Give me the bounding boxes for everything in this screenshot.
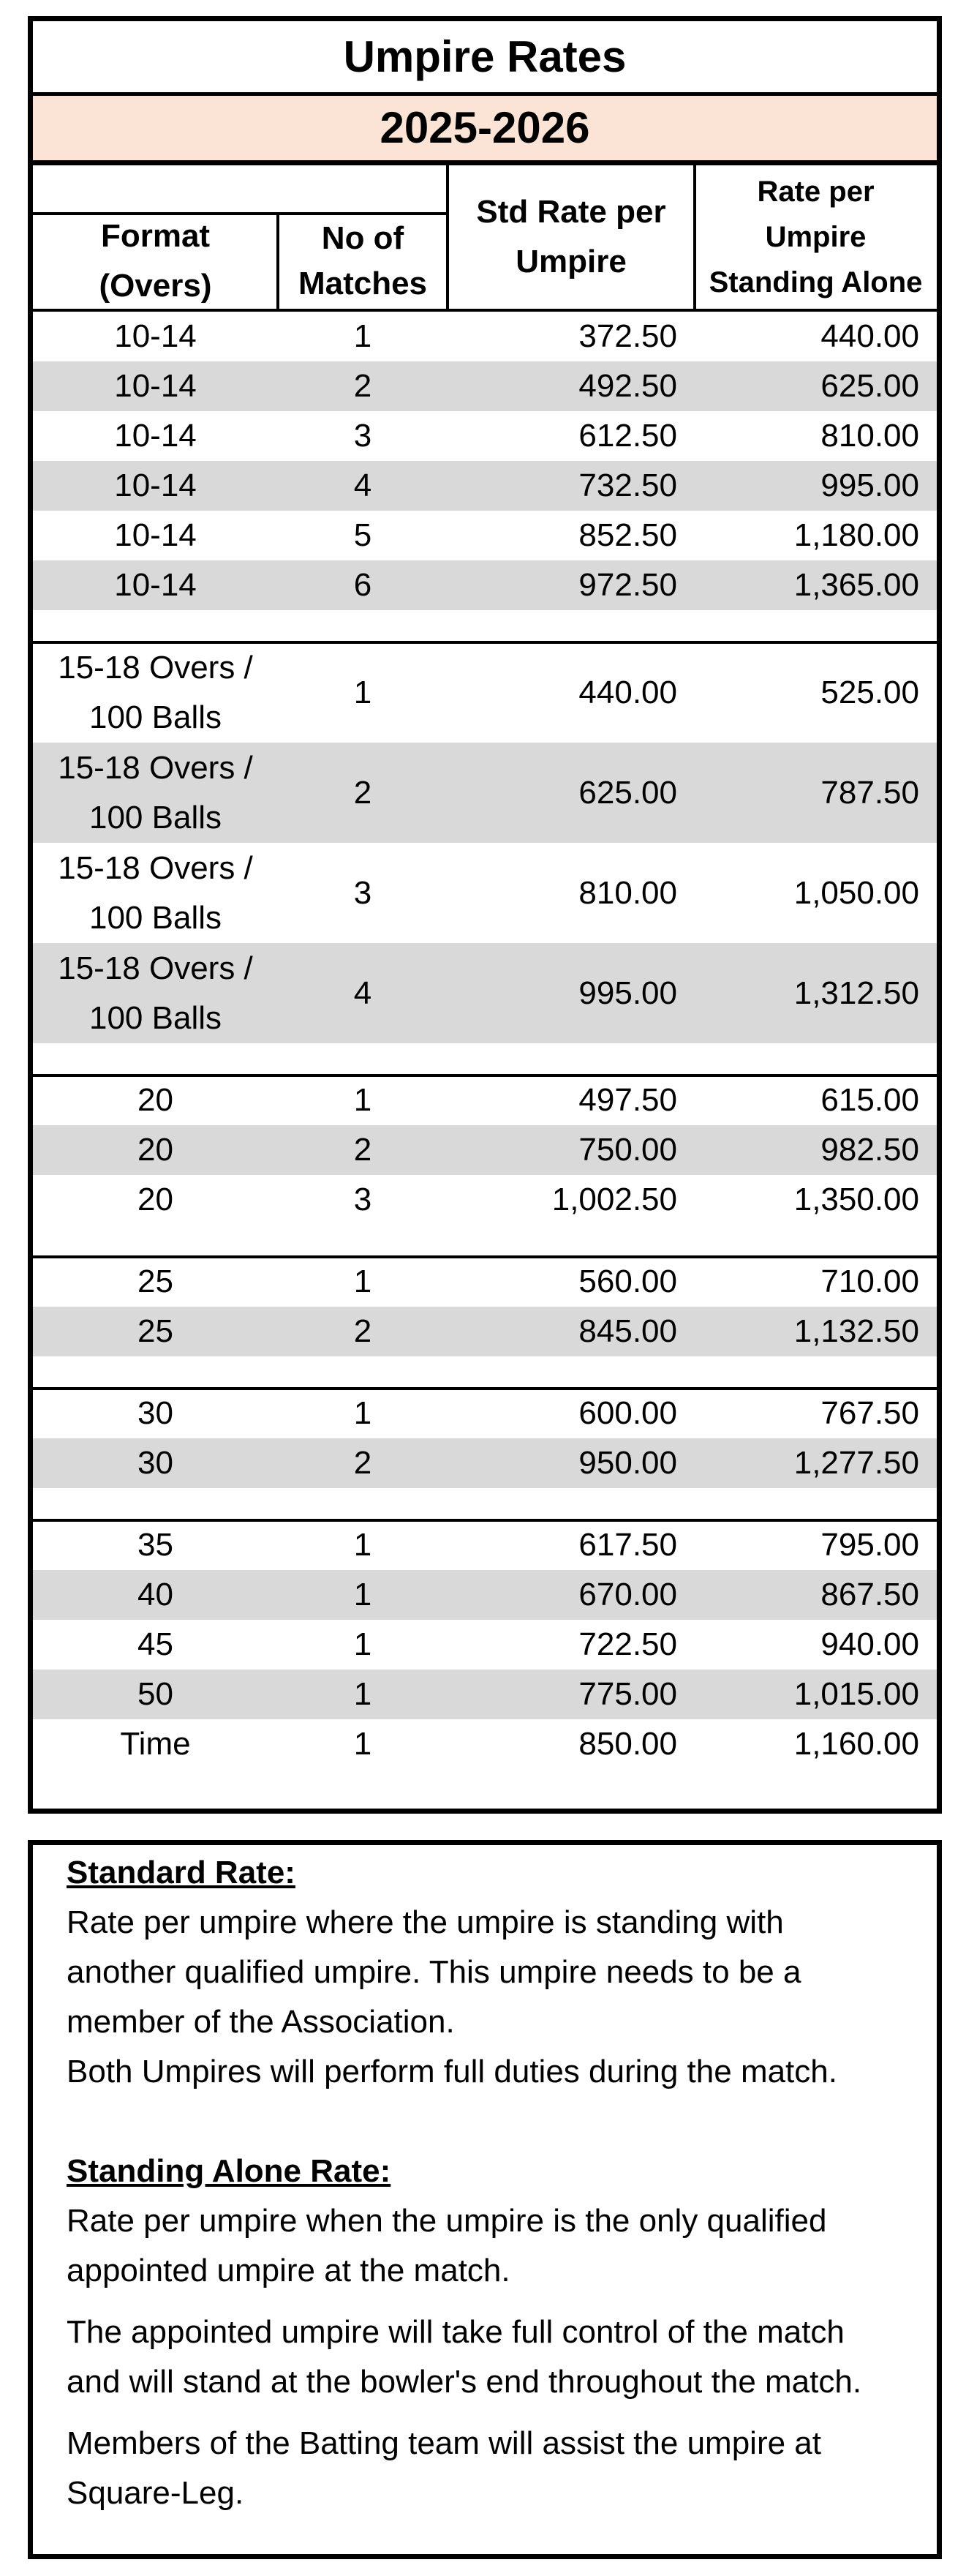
text-line: 100 Balls: [88, 899, 222, 936]
standard-line: another qualified umpire. This umpire needs to be a: [67, 1954, 801, 1990]
std-rate-cell: 492.50: [578, 368, 677, 404]
season-divider: [33, 160, 937, 165]
format-cell: [33, 560, 278, 610]
matches-cell: 2: [353, 1313, 372, 1349]
batting-line: Square-Leg.: [67, 2475, 244, 2511]
standard-line: Both Umpires will perform full duties during the match.: [67, 2054, 837, 2089]
notes-box: [28, 1840, 942, 2559]
format-cell: [33, 642, 278, 743]
format-cell: [33, 1670, 278, 1719]
matches-cell: 1: [353, 318, 372, 354]
alone-rate-cell: 1,160.00: [793, 1726, 919, 1762]
alone-rate-cell: 1,050.00: [793, 874, 919, 911]
text-line: 10-14: [114, 318, 197, 354]
text-line: 10-14: [114, 418, 197, 454]
matches-cell: 1: [353, 1527, 372, 1563]
text-line: 100 Balls: [88, 699, 222, 735]
format-cell: [33, 511, 278, 560]
alone-rate-cell: 1,312.50: [793, 975, 919, 1011]
header-matches: [278, 214, 448, 309]
text-line: 30: [137, 1445, 173, 1481]
std-rate-cell: 722.50: [578, 1626, 677, 1662]
matches-cell: 2: [353, 774, 372, 811]
alone-rate-cell: 1,180.00: [793, 517, 919, 553]
text-line: 15-18 Overs /: [58, 950, 253, 986]
page-title: Umpire Rates: [343, 31, 627, 81]
std-rate-cell: 750.00: [578, 1132, 677, 1168]
header-std-rate: [448, 165, 695, 309]
text-line: 45: [137, 1626, 173, 1662]
text-line: Matches: [298, 266, 428, 301]
text-line: No of: [321, 220, 404, 256]
header-format: [33, 214, 278, 309]
std-rate-cell: 850.00: [578, 1726, 677, 1762]
matches-cell: 1: [353, 674, 372, 710]
text-line: Standing Alone: [709, 266, 923, 298]
format-cell: [33, 1125, 278, 1175]
text-line: 10-14: [114, 517, 197, 553]
text-line: Time: [120, 1726, 191, 1762]
header-alone-rate: [695, 165, 937, 309]
alone-rate-cell: 982.50: [820, 1132, 919, 1168]
std-rate-cell: 810.00: [578, 874, 677, 911]
alone-rate-cell: 940.00: [820, 1626, 919, 1662]
matches-cell: 1: [353, 1626, 372, 1662]
standing-alone-heading: Standing Alone Rate:: [67, 2153, 391, 2189]
matches-cell: 1: [353, 1082, 372, 1118]
text-line: 15-18 Overs /: [58, 749, 253, 786]
text-line: Std Rate per: [476, 194, 666, 230]
matches-cell: 1: [353, 1726, 372, 1762]
text-line: 35: [137, 1527, 173, 1563]
std-rate-cell: 972.50: [578, 567, 677, 603]
text-line: 20: [137, 1182, 173, 1217]
format-cell: [33, 361, 278, 411]
std-rate-cell: 497.50: [578, 1082, 677, 1118]
format-cell: [33, 843, 278, 943]
text-line: Umpire: [516, 244, 627, 279]
season-band: 2025-2026: [33, 96, 937, 160]
std-rate-cell: 440.00: [578, 674, 677, 710]
text-line: 15-18 Overs /: [58, 649, 253, 686]
control-line: and will stand at the bowler's end throughout the match.: [67, 2364, 862, 2400]
text-line: 30: [137, 1395, 173, 1431]
rates-table: [28, 16, 942, 1814]
alone-rate-cell: 867.50: [820, 1577, 919, 1612]
matches-cell: 2: [353, 368, 372, 404]
alone-line: appointed umpire at the match.: [67, 2253, 510, 2288]
text-line: 25: [137, 1263, 173, 1299]
alone-rate-cell: 440.00: [820, 318, 919, 354]
std-rate-cell: 560.00: [578, 1263, 677, 1299]
matches-cell: 2: [353, 1445, 372, 1481]
alone-rate-cell: 1,350.00: [793, 1182, 919, 1217]
matches-cell: 3: [353, 874, 372, 911]
std-rate-cell: 775.00: [578, 1676, 677, 1712]
std-rate-cell: 1,002.50: [551, 1182, 677, 1217]
std-rate-cell: 670.00: [578, 1577, 677, 1612]
std-rate-cell: 950.00: [578, 1445, 677, 1481]
alone-rate-cell: 1,277.50: [793, 1445, 919, 1481]
format-cell: [33, 1307, 278, 1356]
format-cell: [33, 411, 278, 461]
text-line: 10-14: [114, 467, 197, 503]
alone-rate-cell: 1,132.50: [793, 1313, 919, 1349]
matches-cell: 2: [353, 1132, 372, 1168]
alone-rate-cell: 710.00: [820, 1263, 919, 1299]
format-cell: [33, 1570, 278, 1620]
format-cell: [33, 1520, 278, 1570]
text-line: 10-14: [114, 368, 197, 404]
alone-rate-cell: 787.50: [820, 774, 919, 811]
matches-cell: 1: [353, 1577, 372, 1612]
text-line: 10-14: [114, 567, 197, 603]
text-line: Format: [100, 218, 211, 254]
alone-rate-cell: 1,365.00: [793, 567, 919, 603]
matches-cell: 3: [353, 1182, 372, 1217]
matches-cell: 5: [353, 517, 372, 553]
alone-rate-cell: 625.00: [820, 368, 919, 404]
text-line: 100 Balls: [88, 799, 222, 835]
std-rate-cell: 732.50: [578, 467, 677, 503]
std-rate-cell: 995.00: [578, 975, 677, 1011]
std-rate-cell: 372.50: [578, 318, 677, 354]
text-line: Rate per: [757, 176, 875, 208]
format-cell: [33, 1175, 278, 1225]
matches-cell: 4: [353, 467, 372, 503]
spacer: [67, 2407, 907, 2419]
matches-cell: 3: [353, 418, 372, 454]
alone-rate-cell: 995.00: [820, 467, 919, 503]
matches-cell: 1: [353, 1395, 372, 1431]
spacer: [67, 2296, 907, 2307]
std-rate-cell: 600.00: [578, 1395, 677, 1431]
matches-cell: 1: [353, 1676, 372, 1712]
alone-rate-cell: 1,015.00: [793, 1676, 919, 1712]
alone-rate-cell: 615.00: [820, 1082, 919, 1118]
matches-cell: 4: [353, 975, 372, 1011]
format-cell: [33, 1438, 278, 1488]
std-rate-cell: 625.00: [578, 774, 677, 811]
header-divider: [446, 165, 449, 309]
format-cell: [33, 1075, 278, 1125]
alone-rate-cell: 810.00: [820, 418, 919, 454]
format-cell: [33, 461, 278, 511]
alone-rate-cell: 525.00: [820, 674, 919, 710]
std-rate-cell: 852.50: [578, 517, 677, 553]
standard-rate-heading: Standard Rate:: [67, 1855, 295, 1890]
std-rate-cell: 612.50: [578, 418, 677, 454]
format-cell: [33, 1719, 278, 1769]
text-line: 15-18 Overs /: [58, 849, 253, 886]
text-line: (Overs): [99, 268, 212, 304]
format-cell: [33, 1620, 278, 1670]
alone-rate-cell: 795.00: [820, 1527, 919, 1563]
text-line: 40: [137, 1577, 173, 1612]
std-rate-cell: 617.50: [578, 1527, 677, 1563]
text-line: 100 Balls: [88, 999, 222, 1036]
text-line: 25: [137, 1313, 173, 1349]
text-line: 20: [137, 1132, 173, 1168]
format-cell: [33, 312, 278, 361]
spacer: [67, 2097, 907, 2147]
text-line: 20: [137, 1082, 173, 1118]
standard-line: member of the Association.: [67, 2004, 455, 2040]
text-line: 50: [137, 1676, 173, 1712]
format-cell: [33, 943, 278, 1043]
alone-rate-cell: 767.50: [820, 1395, 919, 1431]
matches-cell: 6: [353, 567, 372, 603]
notes-text: [67, 1848, 907, 2518]
header-divider: [276, 214, 279, 309]
text-line: Umpire: [765, 221, 867, 253]
batting-line: Members of the Batting team will assist the umpire at: [67, 2425, 821, 2461]
format-cell: [33, 743, 278, 843]
format-cell: [33, 1257, 278, 1307]
header-divider: [693, 165, 696, 309]
alone-line: Rate per umpire when the umpire is the only qualified: [67, 2203, 827, 2239]
matches-cell: 1: [353, 1263, 372, 1299]
control-line: The appointed umpire will take full control of the match: [67, 2314, 845, 2350]
std-rate-cell: 845.00: [578, 1313, 677, 1349]
standard-line: Rate per umpire where the umpire is standing with: [67, 1904, 784, 1940]
format-cell: [33, 1389, 278, 1438]
